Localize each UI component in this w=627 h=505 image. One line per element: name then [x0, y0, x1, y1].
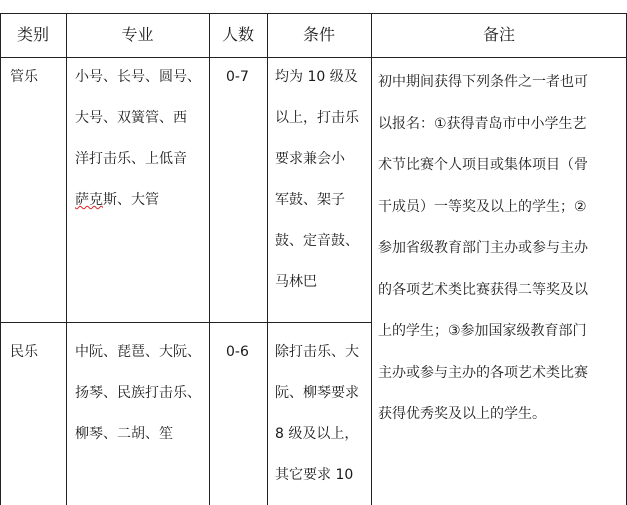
- row-category: 管乐: [10, 69, 38, 85]
- major-line: 扬琴、民族打击乐、: [75, 385, 201, 401]
- header-category: 类别: [16, 25, 49, 44]
- condition-line: 鼓、定音鼓、: [275, 233, 359, 249]
- header-condition: 条件: [302, 25, 335, 44]
- condition-line: 均为 10 级及: [275, 69, 358, 85]
- condition-line: 8 级及以上，: [275, 426, 359, 442]
- row-condition: [275, 57, 371, 303]
- spellcheck-underline: 萨克: [75, 192, 103, 208]
- major-line: 中阮、琵琶、大阮、: [75, 344, 201, 360]
- remark-line: 以报名：①获得青岛市中小学生艺: [378, 115, 587, 132]
- remark-line: 上的学生；③参加国家级教育部门: [378, 323, 587, 339]
- major-line: 洋打击乐、上低音: [75, 151, 187, 167]
- condition-line: 其它要求 10: [275, 467, 354, 483]
- header-remark: 备注: [482, 25, 515, 44]
- row-major: [75, 57, 209, 221]
- row-category: 民乐: [10, 344, 38, 360]
- major-line: 萨克斯、大管: [75, 192, 159, 208]
- column-border: [66, 13, 67, 505]
- condition-line: 要求兼会小: [275, 151, 345, 167]
- condition-line: 以上，打击乐: [275, 110, 359, 126]
- remark-cell: [378, 62, 624, 436]
- row-major: [75, 332, 209, 455]
- major-line: 柳琴、二胡、笙: [75, 426, 173, 442]
- column-border: [209, 13, 210, 505]
- condition-line: 除打击乐、大: [275, 344, 359, 360]
- major-line: 大号、双簧管、西: [75, 110, 187, 126]
- row-divider: [0, 322, 371, 323]
- remark-line: 术节比赛个人项目或集体项目（骨: [378, 157, 588, 173]
- column-border: [267, 13, 268, 505]
- remark-line: 参加省级教育部门主办或参与主办: [378, 240, 588, 256]
- condition-line: 马林巴: [275, 274, 317, 290]
- row-count: 0-7: [226, 69, 249, 85]
- row-condition: [275, 332, 371, 496]
- condition-line: 阮、柳琴要求: [275, 385, 359, 401]
- header-major: 专业: [121, 25, 154, 44]
- remark-line: 获得优秀奖及以上的学生。: [378, 406, 546, 422]
- condition-line: 军鼓、架子: [275, 192, 345, 208]
- remark-line: 初中期间获得下列条件之一者也可: [378, 74, 588, 90]
- row-count: 0-6: [226, 344, 249, 360]
- remark-line: 主办或参与主办的各项艺术类比赛: [378, 364, 588, 381]
- remark-line: 干成员）一等奖及以上的学生；②: [378, 198, 587, 215]
- major-line: 小号、长号、圆号、: [75, 69, 201, 85]
- remark-line: 的各项艺术类比赛获得二等奖及以: [378, 281, 588, 298]
- column-border: [371, 13, 372, 505]
- column-border: [0, 13, 1, 505]
- header-count: 人数: [221, 25, 254, 44]
